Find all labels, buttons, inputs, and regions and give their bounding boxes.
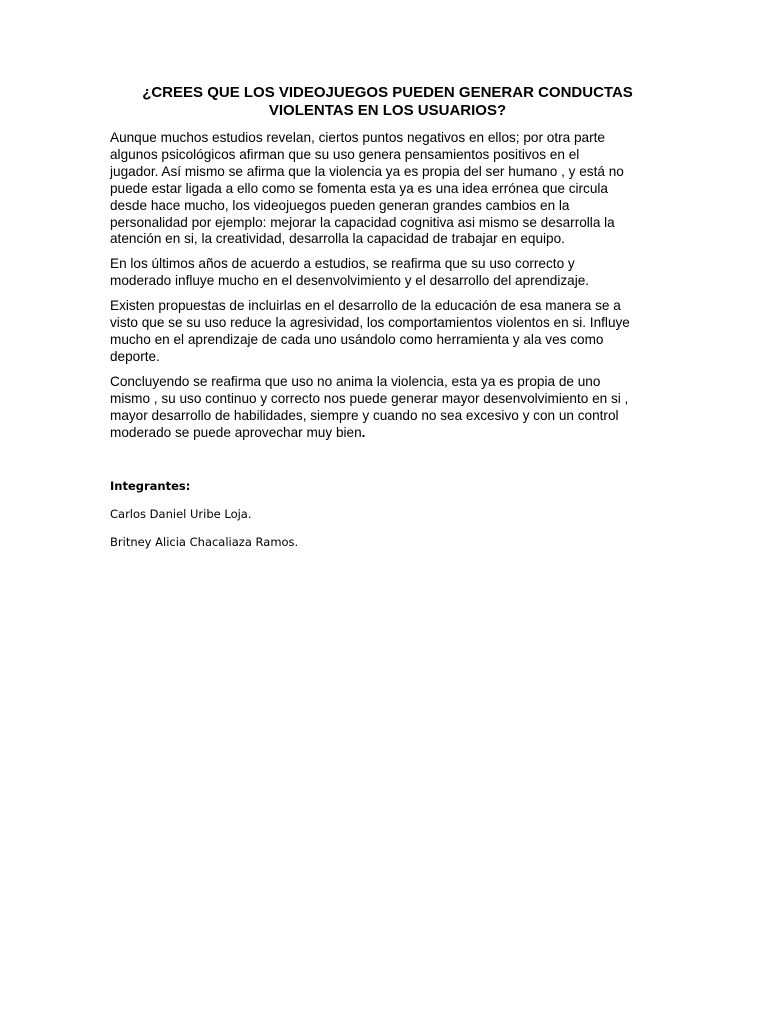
document-title [110, 84, 655, 120]
members-section [110, 479, 655, 550]
title-line-1: ¿CREES QUE LOS VIDEOJUEGOS PUEDEN GENERAR CONDUCTAS [142, 84, 633, 101]
conclusion-text: Concluyendo se reafirma que uso no anima la violencia, esta ya es propia de uno mismo , su uso continuo y correcto nos puede generar mayor desenvolvimiento en si , mayor desarrollo de habilidades, siempre y cuando no sea excesivo y con un control moderado se puede aprovechar muy bien [110, 373, 629, 440]
member-name: Carlos Daniel Uribe Loja. [110, 507, 252, 522]
paragraph-intro: Aunque muchos estudios revelan, ciertos puntos negativos en ellos; por otra parte algunos psicológicos afirman que su uso genera pensamientos positivos en el jugador. Así mismo se afirma que la violencia ya es propia del ser humano , y está no puede estar ligada a ello como se fomenta esta ya es una idea errónea que circula desde hace mucho, los videojuegos pueden generan grandes cambios en la personalidad por ejemplo: mejorar la capacidad cognitiva asi mismo se desarrolla la atención en si, la creatividad, desarrolla la capacidad de trabajar en equipo. [110, 130, 624, 247]
paragraph-proposals: Existen propuestas de incluirlas en el desarrollo de la educación de esa manera se a visto que se su uso reduce la agresividad, los comportamientos violentos en si. Influye mucho en el aprendizaje de cada uno usándolo como herramienta y ala ves como deporte. [110, 298, 630, 364]
paragraph-conclusion [110, 374, 655, 442]
paragraph-studies: En los últimos años de acuerdo a estudios, se reafirma que su uso correcto y moderado influye mucho en el desenvolvimiento y el desarrollo del aprendizaje. [110, 256, 590, 289]
conclusion-period: . [361, 424, 366, 440]
document-page [110, 84, 655, 563]
title-line-2: VIOLENTAS EN LOS USUARIOS? [268, 102, 507, 119]
members-heading: Integrantes: [110, 479, 191, 494]
member-name: Britney Alicia Chacaliaza Ramos. [110, 535, 299, 550]
